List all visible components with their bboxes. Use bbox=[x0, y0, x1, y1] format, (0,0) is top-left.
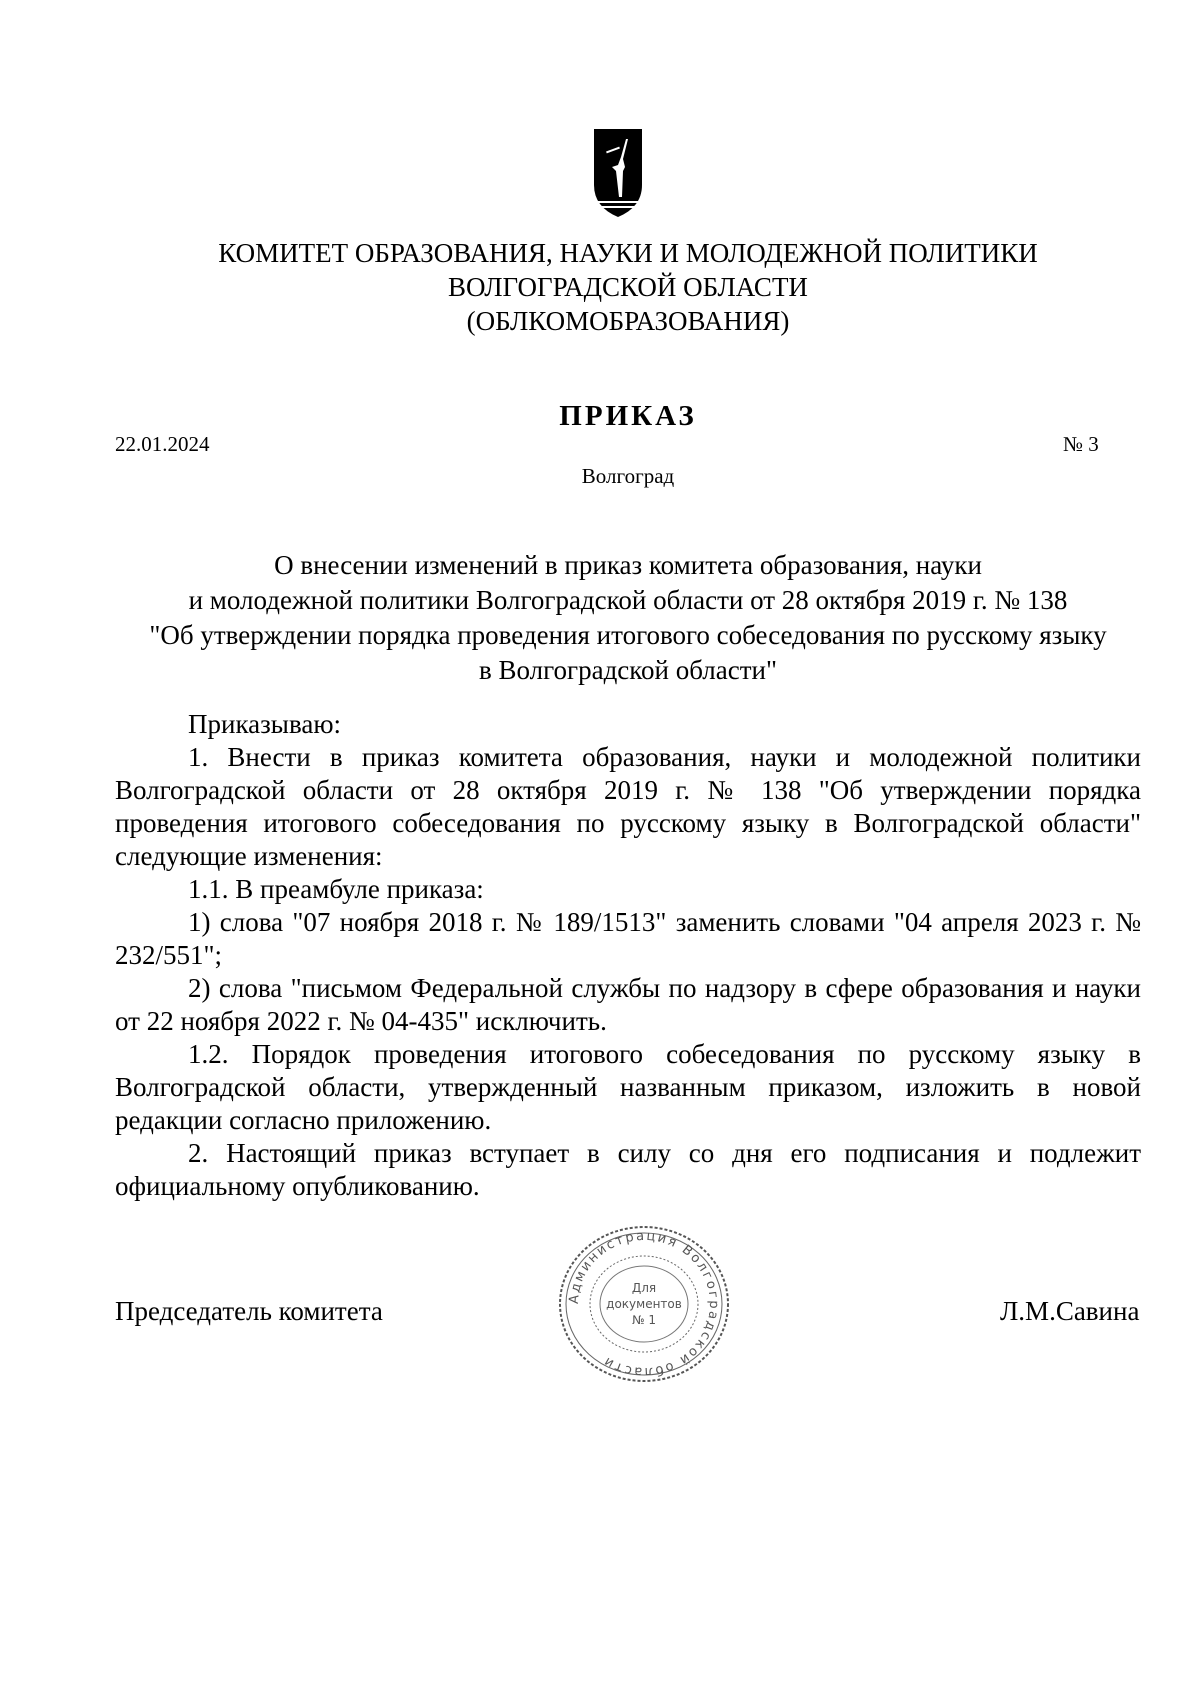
official-stamp bbox=[556, 1224, 732, 1384]
subject-line: "Об утверждении порядка проведения итогового собеседования по русскому языку bbox=[149, 620, 1107, 650]
body-paragraph-intro: Приказываю: bbox=[188, 709, 341, 739]
org-name-line1: КОМИТЕТ ОБРАЗОВАНИЯ, НАУКИ И МОЛОДЕЖНОЙ ПОЛИТИКИ bbox=[218, 238, 1038, 268]
document-title: ПРИКАЗ bbox=[559, 400, 697, 432]
volgograd-coat-of-arms-icon bbox=[592, 127, 644, 219]
subject-line: О внесении изменений в приказ комитета образования, науки bbox=[274, 550, 982, 580]
signer-position: Председатель комитета bbox=[115, 1296, 383, 1326]
stamp-text: № 1 bbox=[632, 1313, 656, 1327]
org-name-line3: (ОБЛКОМОБРАЗОВАНИЯ) bbox=[466, 306, 790, 336]
stamp-text: Для bbox=[631, 1281, 657, 1295]
body-paragraph-2: 2. Настоящий приказ вступает в силу со дня его подписания и подлежит официальному опубликованию. bbox=[115, 1138, 1141, 1201]
subject-line: в Волгоградской области" bbox=[478, 655, 778, 685]
stamp-outer-text: Администрация Волгоградской области bbox=[566, 1228, 722, 1380]
body-paragraph-1: 1. Внести в приказ комитета образования, науки и молодежной политики Волгоградской области от 28 октября 2019 г. № 138 "Об утверждении порядка проведения итогового собеседования по русскому языку в Волгоградской области" следующие изменения: bbox=[115, 742, 1141, 871]
order-date: 22.01.2024 bbox=[115, 432, 210, 456]
signer-name: Л.М.Савина bbox=[1000, 1296, 1140, 1326]
body-paragraph-1-1-1: 1) слова "07 ноября 2018 г. № 189/1513" заменить словами "04 апреля 2023 г. № 232/551"; bbox=[115, 907, 1141, 970]
stamp-text: документов bbox=[606, 1297, 682, 1311]
org-name-line2: ВОЛГОГРАДСКОЙ ОБЛАСТИ bbox=[448, 272, 808, 302]
body-paragraph-1-2: 1.2. Порядок проведения итогового собеседования по русскому языку в Волгоградской области, утвержденный названным приказом, изложить в новой редакции согласно приложению. bbox=[115, 1039, 1141, 1135]
order-number: № 3 bbox=[1063, 432, 1099, 456]
order-body bbox=[115, 708, 1141, 1203]
body-paragraph-1-1: 1.1. В преамбуле приказа: bbox=[188, 874, 484, 904]
body-paragraph-1-1-2: 2) слова "письмом Федеральной службы по надзору в сфере образования и науки от 22 ноября 2022 г. № 04-435" исключить. bbox=[115, 973, 1141, 1036]
order-city: Волгоград bbox=[581, 464, 675, 488]
subject-line: и молодежной политики Волгоградской области от 28 октября 2019 г. № 138 bbox=[188, 585, 1068, 615]
